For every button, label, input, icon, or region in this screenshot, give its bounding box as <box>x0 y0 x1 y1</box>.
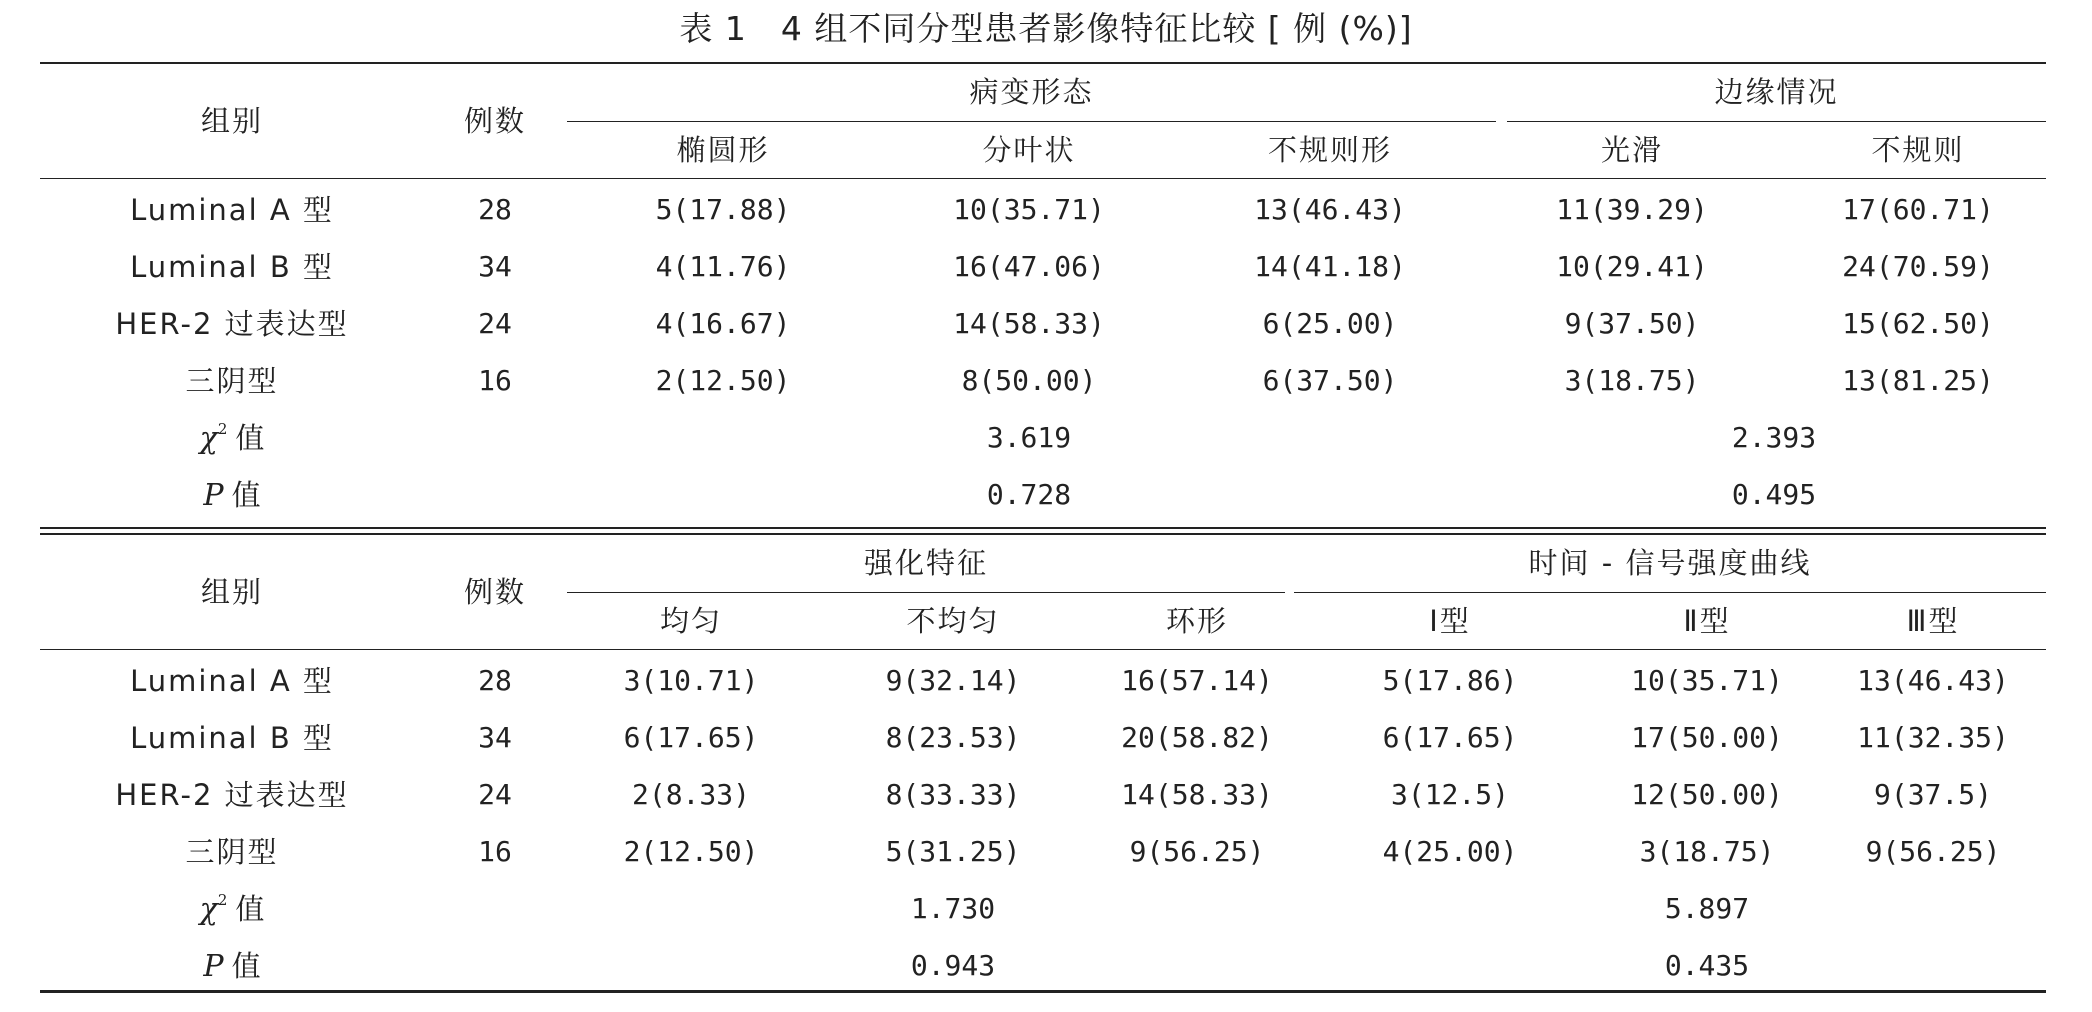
header-group-2: 时间 - 信号强度曲线 <box>1528 546 1812 580</box>
row-group-label: HER-2 过表达型 <box>115 307 349 341</box>
table-bottom-rule <box>40 990 2046 993</box>
header-sub-column: 光滑 <box>1600 133 1663 167</box>
header-group-1: 病变形态 <box>969 75 1094 109</box>
p-value-label <box>0 949 532 984</box>
table-cell: 9(37.50) <box>1564 307 1700 340</box>
stat-suffix: 值 <box>235 421 265 455</box>
table-cell: 11(32.35) <box>1857 721 2009 754</box>
row-count: 24 <box>478 778 512 811</box>
table-cell: 10(29.41) <box>1556 250 1708 283</box>
header-group-1: 强化特征 <box>863 546 988 580</box>
imaging-table-morphology-margin <box>40 62 2046 522</box>
stat-symbol: P <box>203 949 224 984</box>
table-cell: 6(17.65) <box>1382 721 1518 754</box>
row-count: 34 <box>478 721 512 754</box>
p-value: 0.943 <box>910 949 996 982</box>
header-sub-column: Ⅰ型 <box>1429 604 1471 638</box>
table-title: 表 1 4 组不同分型患者影像特征比较 [ 例 (%)] <box>679 9 1413 48</box>
table-cell: 13(81.25) <box>1842 364 1994 397</box>
row-count: 28 <box>478 664 512 697</box>
stat-symbol: P <box>203 478 224 513</box>
group-header-rule <box>567 121 1496 122</box>
stat-superscript: 2 <box>217 891 228 909</box>
table-cell: 6(17.65) <box>623 721 759 754</box>
stat-superscript: 2 <box>217 420 228 438</box>
table-cell: 3(18.75) <box>1639 835 1775 868</box>
table-cell: 16(47.06) <box>953 250 1105 283</box>
table-cell: 8(33.33) <box>885 778 1021 811</box>
chi-square-label <box>0 892 532 927</box>
group-header-rule <box>1294 592 2046 593</box>
p-value: 0.495 <box>1731 478 1817 511</box>
table-cell: 17(50.00) <box>1631 721 1783 754</box>
table-cell: 2(8.33) <box>631 778 750 811</box>
table-cell: 4(16.67) <box>655 307 791 340</box>
header-bottom-rule <box>40 649 2046 650</box>
table-cell: 8(50.00) <box>961 364 1097 397</box>
table-top-rule <box>40 533 2046 535</box>
header-sub-column: Ⅱ型 <box>1683 604 1731 638</box>
table-cell: 6(25.00) <box>1262 307 1398 340</box>
table-cell: 4(25.00) <box>1382 835 1518 868</box>
table-cell: 2(12.50) <box>655 364 791 397</box>
table-cell: 8(23.53) <box>885 721 1021 754</box>
table-cell: 13(46.43) <box>1254 193 1406 226</box>
table-cell: 5(17.86) <box>1382 664 1518 697</box>
table-cell: 20(58.82) <box>1121 721 1273 754</box>
table-cell: 3(12.5) <box>1390 778 1509 811</box>
chi-square-label <box>0 421 532 456</box>
p-value: 0.728 <box>986 478 1072 511</box>
group-header-rule <box>1507 121 2046 122</box>
header-count: 例数 <box>463 104 526 138</box>
row-group-label: Luminal B 型 <box>130 721 334 755</box>
stat-symbol: χ <box>199 421 218 456</box>
table-cell: 9(56.25) <box>1865 835 2001 868</box>
header-count: 例数 <box>463 575 526 609</box>
p-value-label <box>0 478 532 513</box>
header-sub-column: 椭圆形 <box>676 133 770 167</box>
chi-square-value: 2.393 <box>1731 421 1817 454</box>
table-cell: 10(35.71) <box>1631 664 1783 697</box>
table-cell: 9(32.14) <box>885 664 1021 697</box>
table-cell: 5(31.25) <box>885 835 1021 868</box>
stat-suffix: 值 <box>231 478 261 512</box>
table-bottom-rule <box>40 527 2046 529</box>
chi-square-value: 1.730 <box>910 892 996 925</box>
row-group-label: 三阴型 <box>185 835 279 869</box>
table-cell: 4(11.76) <box>655 250 791 283</box>
table-cell: 5(17.88) <box>655 193 791 226</box>
table-cell: 10(35.71) <box>953 193 1105 226</box>
stat-suffix: 值 <box>231 949 261 983</box>
header-sub-column: 不规则 <box>1871 133 1965 167</box>
row-count: 24 <box>478 307 512 340</box>
header-sub-column: 均匀 <box>659 604 722 638</box>
header-sub-column: 不规则形 <box>1267 133 1392 167</box>
table-cell: 14(58.33) <box>1121 778 1273 811</box>
table-cell: 11(39.29) <box>1556 193 1708 226</box>
header-group: 组别 <box>200 104 263 138</box>
header-bottom-rule <box>40 178 2046 179</box>
row-count: 16 <box>478 835 512 868</box>
table-cell: 9(37.5) <box>1873 778 1992 811</box>
row-count: 34 <box>478 250 512 283</box>
header-group-2: 边缘情况 <box>1714 75 1839 109</box>
table-cell: 16(57.14) <box>1121 664 1273 697</box>
row-group-label: 三阴型 <box>185 364 279 398</box>
header-sub-column: 不均匀 <box>906 604 1000 638</box>
row-count: 28 <box>478 193 512 226</box>
header-sub-column: 环形 <box>1165 604 1228 638</box>
row-group-label: Luminal A 型 <box>130 664 334 698</box>
table-cell: 13(46.43) <box>1857 664 2009 697</box>
header-sub-column: Ⅲ型 <box>1906 604 1960 638</box>
table-cell: 12(50.00) <box>1631 778 1783 811</box>
table-cell: 2(12.50) <box>623 835 759 868</box>
row-group-label: HER-2 过表达型 <box>115 778 349 812</box>
table-cell: 3(18.75) <box>1564 364 1700 397</box>
table-top-rule <box>40 62 2046 64</box>
imaging-table-enhancement-tic <box>40 533 2046 993</box>
chi-square-value: 5.897 <box>1664 892 1750 925</box>
stat-symbol: χ <box>199 892 218 927</box>
table-cell: 6(37.50) <box>1262 364 1398 397</box>
table-cell: 14(58.33) <box>953 307 1105 340</box>
table-cell: 9(56.25) <box>1129 835 1265 868</box>
row-group-label: Luminal A 型 <box>130 193 334 227</box>
p-value: 0.435 <box>1664 949 1750 982</box>
group-header-rule <box>567 592 1285 593</box>
table-cell: 14(41.18) <box>1254 250 1406 283</box>
header-sub-column: 分叶状 <box>982 133 1076 167</box>
header-group: 组别 <box>200 575 263 609</box>
chi-square-value: 3.619 <box>986 421 1072 454</box>
row-group-label: Luminal B 型 <box>130 250 334 284</box>
row-count: 16 <box>478 364 512 397</box>
table-cell: 15(62.50) <box>1842 307 1994 340</box>
stat-suffix: 值 <box>235 892 265 926</box>
table-cell: 3(10.71) <box>623 664 759 697</box>
table-cell: 17(60.71) <box>1842 193 1994 226</box>
table-cell: 24(70.59) <box>1842 250 1994 283</box>
